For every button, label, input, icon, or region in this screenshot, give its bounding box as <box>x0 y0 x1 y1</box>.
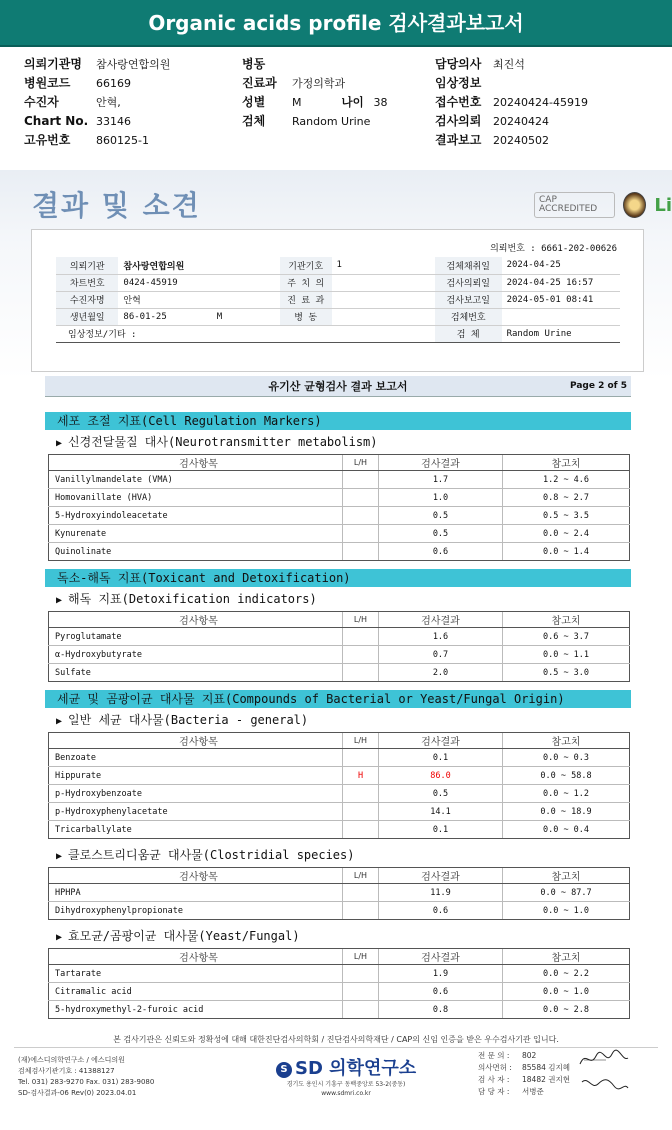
field-label: 검체 <box>242 114 266 128</box>
result-table <box>48 611 630 682</box>
field-label: 수진자 <box>24 95 59 109</box>
field-label: 접수번호 <box>435 95 482 109</box>
lab-info-line: SD-검사결과-06 Rev(0) 2023.04.01 <box>18 1089 137 1097</box>
info-label: 의뢰기관 <box>56 257 118 274</box>
reference-range: 0.5 ~ 3.5 <box>503 507 630 525</box>
test-result: 1.6 <box>379 628 503 646</box>
col-header-lh: L/H <box>343 455 379 471</box>
col-header-ref: 참고치 <box>503 455 630 471</box>
reference-range: 0.6 ~ 3.7 <box>503 628 630 646</box>
result-table <box>48 867 630 920</box>
header-field <box>24 112 242 131</box>
report-subtitle-text: 유기산 균형검사 결과 보고서 <box>268 380 408 393</box>
test-name: Tartarate <box>49 965 343 983</box>
field-label: 병원코드 <box>24 76 71 90</box>
test-name: Citramalic acid <box>49 983 343 1001</box>
signatory-label: 담 당 자 : <box>478 1087 510 1096</box>
signatory-row <box>478 1062 570 1074</box>
group-header <box>56 846 355 863</box>
test-result: 0.6 <box>379 983 503 1001</box>
technician-signature-icon <box>576 1072 632 1094</box>
field-value: 안혁, <box>96 96 121 109</box>
test-result: 0.5 <box>379 525 503 543</box>
group-header <box>56 433 378 450</box>
lab-contact <box>18 1055 154 1099</box>
col-header-item: 검사항목 <box>49 868 343 884</box>
header-field <box>242 74 410 93</box>
footer-divider <box>14 1047 658 1048</box>
group-header <box>56 590 317 607</box>
header-field <box>24 131 242 150</box>
test-name: Kynurenate <box>49 525 343 543</box>
info-row <box>56 274 620 291</box>
request-number: 의뢰번호 : 6661-202-00626 <box>490 244 617 254</box>
info-row <box>56 257 620 274</box>
lab-info-line: Tel. 031) 283-9270 Fax. 031) 283-9080 <box>18 1078 155 1086</box>
group-title: 해독 지표(Detoxification indicators) <box>68 592 317 606</box>
reference-range: 0.0 ~ 1.1 <box>503 646 630 664</box>
header-field <box>435 112 645 131</box>
field-label: 성별 <box>242 95 266 109</box>
test-result: 0.1 <box>379 749 503 767</box>
reference-range: 0.0 ~ 1.0 <box>503 902 630 920</box>
table-row <box>49 507 630 525</box>
col-header-lh: L/H <box>343 612 379 628</box>
header-field <box>242 93 410 112</box>
result-header-row <box>49 612 630 628</box>
header-col-ward <box>242 55 410 149</box>
lh-flag <box>343 902 379 920</box>
section-header: 세포 조절 지표(Cell Regulation Markers) <box>45 412 631 430</box>
lab-info-line: (재)에스디의학연구소 / 에스디의원 <box>18 1056 125 1064</box>
group-header <box>56 711 308 728</box>
lh-flag <box>343 821 379 839</box>
signatories <box>478 1050 570 1098</box>
test-name: Tricarballylate <box>49 821 343 839</box>
lab-website: www.sdmri.co.kr <box>321 1090 371 1097</box>
field-value: 860125-1 <box>96 134 149 147</box>
header-field <box>242 55 410 74</box>
reference-range: 0.0 ~ 1.0 <box>503 983 630 1001</box>
info-value: Random Urine <box>502 325 620 342</box>
reference-range: 0.0 ~ 0.4 <box>503 821 630 839</box>
table-row <box>49 884 630 902</box>
info-label: 검체채취일 <box>435 257 502 274</box>
header-field <box>242 112 410 131</box>
page-number: Page 2 of 5 <box>570 381 627 391</box>
col-header-ref: 참고치 <box>503 868 630 884</box>
test-name: 5-hydroxymethyl-2-furoic acid <box>49 1001 343 1019</box>
col-header-ref: 참고치 <box>503 612 630 628</box>
header-col-doctor <box>435 55 645 149</box>
field-label: 고유번호 <box>24 133 71 147</box>
reference-range: 0.0 ~ 2.8 <box>503 1001 630 1019</box>
col-header-item: 검사항목 <box>49 612 343 628</box>
header-field <box>24 93 242 112</box>
test-name: Sulfate <box>49 664 343 682</box>
lh-flag <box>343 471 379 489</box>
test-name: p-Hydroxybenzoate <box>49 785 343 803</box>
col-header-item: 검사항목 <box>49 733 343 749</box>
info-label: 검사보고일 <box>435 291 502 308</box>
table-row <box>49 785 630 803</box>
info-value: 2024-05-01 08:41 <box>502 291 620 308</box>
lh-flag <box>343 543 379 561</box>
col-header-result: 검사결과 <box>379 949 503 965</box>
info-value: 2024-04-25 16:57 <box>502 274 620 291</box>
triangle-icon: ▶ <box>56 716 63 727</box>
info-label: 검체번호 <box>435 308 502 325</box>
reference-range: 0.0 ~ 2.2 <box>503 965 630 983</box>
col-header-result: 검사결과 <box>379 868 503 884</box>
field-value: 66169 <box>96 77 131 90</box>
field-label: 임상정보 <box>435 76 482 90</box>
section-header: 세균 및 곰팡이균 대사물 지표(Compounds of Bacterial or Yeast/Fungal Origin) <box>45 690 631 708</box>
signatory-row <box>478 1050 570 1062</box>
group-title: 클로스트리디움균 대사물(Clostridial species) <box>68 848 355 862</box>
info-value <box>332 308 435 325</box>
lh-flag <box>343 785 379 803</box>
result-header-row <box>49 949 630 965</box>
info-label: 생년월일 <box>56 308 118 325</box>
field-value: 20240424-45919 <box>493 96 588 109</box>
lh-flag: H <box>343 767 379 785</box>
field-label: 병동 <box>242 57 266 71</box>
field-value: Random Urine <box>292 115 371 128</box>
result-table <box>48 948 630 1019</box>
group-title: 신경전달물질 대사(Neurotransmitter metabolism) <box>68 435 378 449</box>
triangle-icon: ▶ <box>56 932 63 943</box>
test-result: 0.8 <box>379 1001 503 1019</box>
signatory-label: 의사면허 : <box>478 1063 512 1072</box>
sd-logo: S SD 의학연구소 <box>276 1054 416 1080</box>
result-table <box>48 732 630 839</box>
group-title: 효모균/곰팡이균 대사물(Yeast/Fungal) <box>68 929 300 943</box>
triangle-icon: ▶ <box>56 438 63 449</box>
table-row <box>49 767 630 785</box>
lh-flag <box>343 1001 379 1019</box>
info-label: 검 체 <box>435 325 502 342</box>
header-field <box>435 93 645 112</box>
field-value: 33146 <box>96 115 131 128</box>
reference-range: 0.0 ~ 0.3 <box>503 749 630 767</box>
field-value: 20240502 <box>493 134 549 147</box>
test-result: 0.7 <box>379 646 503 664</box>
test-result: 2.0 <box>379 664 503 682</box>
signatory-value: 85584 김지혜 <box>522 1063 570 1072</box>
signatory-value: 18482 권지현 <box>522 1075 570 1084</box>
table-row <box>49 749 630 767</box>
col-header-result: 검사결과 <box>379 733 503 749</box>
test-result: 0.5 <box>379 785 503 803</box>
info-value: 2024-04-25 <box>502 257 620 274</box>
field-label: Chart No. <box>24 114 89 128</box>
table-row <box>49 628 630 646</box>
lh-flag <box>343 884 379 902</box>
table-row <box>49 525 630 543</box>
accreditation-note: 본 검사기관은 신뢰도와 정확성에 대해 대한진단검사의학회 / 진단검사의학재단 / CAP의 신임 인증을 받은 우수검사기관 입니다. <box>113 1035 559 1044</box>
accreditation-logos <box>534 192 672 218</box>
table-row <box>49 983 630 1001</box>
info-value: 86-01-25 M <box>118 308 279 325</box>
sd-logo-icon: S <box>276 1062 292 1078</box>
field-value: M <box>292 96 302 109</box>
reference-range: 0.0 ~ 87.7 <box>503 884 630 902</box>
header-col-institution <box>24 55 242 149</box>
header-field <box>24 55 242 74</box>
test-name: Quinolinate <box>49 543 343 561</box>
info-label: 임상정보/기타 : <box>56 325 435 342</box>
lh-flag <box>343 664 379 682</box>
col-header-result: 검사결과 <box>379 612 503 628</box>
table-row <box>49 664 630 682</box>
signatory-row <box>478 1086 570 1098</box>
info-row <box>56 291 620 308</box>
reference-range: 0.0 ~ 1.2 <box>503 785 630 803</box>
test-result: 0.1 <box>379 821 503 839</box>
reference-range: 1.2 ~ 4.6 <box>503 471 630 489</box>
signatory-label: 전 문 의 : <box>478 1051 510 1060</box>
info-value: 안혁 <box>118 291 279 308</box>
info-value: 참사랑연합의원 <box>118 257 279 274</box>
info-label: 차트번호 <box>56 274 118 291</box>
header-field <box>435 131 645 150</box>
table-row <box>49 821 630 839</box>
info-value: 0424-45919 <box>118 274 279 291</box>
result-table <box>48 454 630 561</box>
test-result: 0.6 <box>379 902 503 920</box>
col-header-item: 검사항목 <box>49 455 343 471</box>
table-row <box>49 902 630 920</box>
test-result: 0.5 <box>379 507 503 525</box>
signatory-value: 서병준 <box>522 1087 544 1096</box>
request-info-box <box>31 229 644 372</box>
table-row <box>49 1001 630 1019</box>
lh-flag <box>343 646 379 664</box>
result-header-row <box>49 455 630 471</box>
lh-flag <box>343 965 379 983</box>
info-label: 기관기호 <box>280 257 332 274</box>
group-title: 일반 세균 대사물(Bacteria - general) <box>68 713 309 727</box>
test-result: 1.7 <box>379 471 503 489</box>
table-row <box>49 646 630 664</box>
test-name: Pyroglutamate <box>49 628 343 646</box>
field-value: 38 <box>373 96 388 109</box>
signatory-label: 검 사 자 : <box>478 1075 510 1084</box>
info-label: 검사의뢰일 <box>435 274 502 291</box>
result-header-row <box>49 868 630 884</box>
field-value: 가정의학과 <box>292 77 346 90</box>
lh-flag <box>343 803 379 821</box>
reference-range: 0.0 ~ 58.8 <box>503 767 630 785</box>
test-result: 14.1 <box>379 803 503 821</box>
test-name: Hippurate <box>49 767 343 785</box>
col-header-lh: L/H <box>343 868 379 884</box>
info-row <box>56 325 620 342</box>
info-value <box>332 274 435 291</box>
test-name: p-Hydroxyphenylacetate <box>49 803 343 821</box>
lh-flag <box>343 749 379 767</box>
signatory-value: 802 <box>522 1051 537 1060</box>
test-name: Homovanillate (HVA) <box>49 489 343 507</box>
test-result: 1.0 <box>379 489 503 507</box>
test-result: 0.6 <box>379 543 503 561</box>
table-row <box>49 803 630 821</box>
lab-address: 경기도 용인시 기흥구 동백중앙로 53-2(중동) <box>286 1081 406 1088</box>
field-label: 검사의뢰 <box>435 114 482 128</box>
lh-flag <box>343 628 379 646</box>
results-heading: 결과 및 소견 <box>32 189 201 222</box>
triangle-icon: ▶ <box>56 595 63 606</box>
field-label: 진료과 <box>242 76 277 90</box>
lh-flag <box>343 983 379 1001</box>
header-field <box>24 74 242 93</box>
table-row <box>49 471 630 489</box>
lh-flag <box>343 507 379 525</box>
col-header-lh: L/H <box>343 733 379 749</box>
reference-range: 0.0 ~ 2.4 <box>503 525 630 543</box>
section-header: 독소-해독 지표(Toxicant and Detoxification) <box>45 569 631 587</box>
info-label: 수진자명 <box>56 291 118 308</box>
info-value: 1 <box>332 257 435 274</box>
seal-logo-icon <box>623 192 647 218</box>
field-label: 결과보고 <box>435 133 482 147</box>
col-header-lh: L/H <box>343 949 379 965</box>
field-value: 20240424 <box>493 115 549 128</box>
lh-flag <box>343 489 379 507</box>
test-name: HPHPA <box>49 884 343 902</box>
col-header-item: 검사항목 <box>49 949 343 965</box>
lab-info-line: 검체검사기관기호 : 41388127 <box>18 1067 115 1075</box>
info-label: 진 료 과 <box>280 291 332 308</box>
sd-logo-block <box>276 1054 416 1098</box>
col-header-result: 검사결과 <box>379 455 503 471</box>
table-row <box>49 965 630 983</box>
test-result: 86.0 <box>379 767 503 785</box>
test-name: α-Hydroxybutyrate <box>49 646 343 664</box>
field-label: 나이 <box>341 95 364 109</box>
reference-range: 0.0 ~ 18.9 <box>503 803 630 821</box>
field-label: 담당의사 <box>435 57 482 71</box>
test-name: Benzoate <box>49 749 343 767</box>
test-name: Vanillylmandelate (VMA) <box>49 471 343 489</box>
group-header <box>56 927 300 944</box>
table-row <box>49 543 630 561</box>
reference-range: 0.8 ~ 2.7 <box>503 489 630 507</box>
cap-logo-icon: CAP ACCREDITED <box>534 192 615 218</box>
info-value <box>502 308 620 325</box>
info-value <box>332 291 435 308</box>
field-value: 최진석 <box>493 58 525 71</box>
patient-header <box>0 47 672 149</box>
test-name: Dihydroxyphenylpropionate <box>49 902 343 920</box>
field-value: 참사랑연합의원 <box>96 58 171 71</box>
test-result: 1.9 <box>379 965 503 983</box>
signatory-row <box>478 1074 570 1086</box>
reference-range: 0.5 ~ 3.0 <box>503 664 630 682</box>
test-result: 11.9 <box>379 884 503 902</box>
li-logo-icon: Li <box>654 194 672 216</box>
result-header-row <box>49 733 630 749</box>
header-field <box>435 55 645 74</box>
request-info-table <box>56 257 620 343</box>
test-name: 5-Hydroxyindoleacetate <box>49 507 343 525</box>
lh-flag <box>343 525 379 543</box>
info-row <box>56 308 620 325</box>
report-title: Organic acids profile 검사결과보고서 <box>0 0 672 47</box>
info-label: 병 동 <box>280 308 332 325</box>
col-header-ref: 참고치 <box>503 949 630 965</box>
triangle-icon: ▶ <box>56 851 63 862</box>
report-subtitle <box>45 376 631 397</box>
reference-range: 0.0 ~ 1.4 <box>503 543 630 561</box>
table-row <box>49 489 630 507</box>
header-field <box>435 74 645 93</box>
col-header-ref: 참고치 <box>503 733 630 749</box>
info-label: 주 치 의 <box>280 274 332 291</box>
physician-signature-icon <box>576 1048 632 1070</box>
field-label: 의뢰기관명 <box>24 57 82 71</box>
